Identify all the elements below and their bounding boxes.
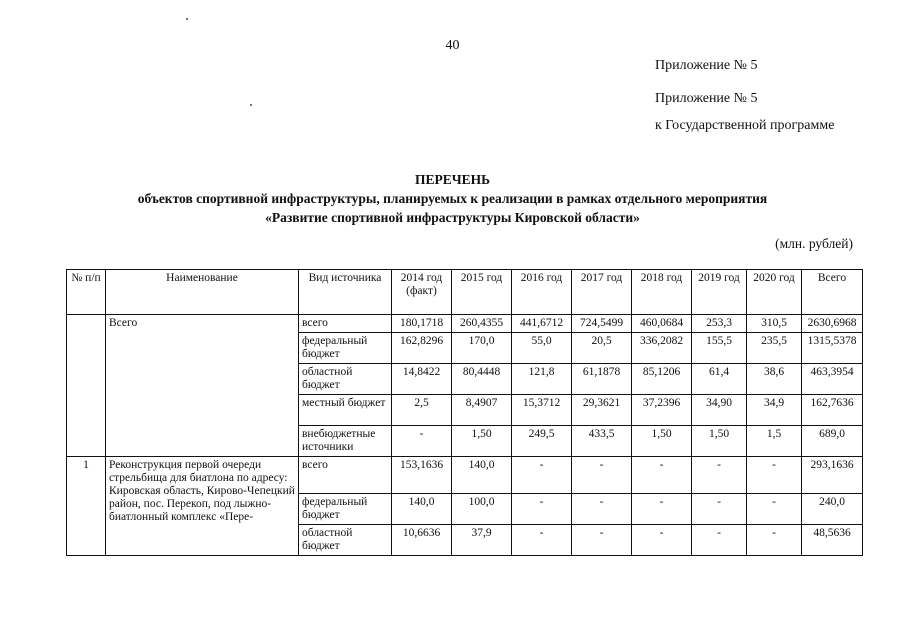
value-cell: - xyxy=(512,494,572,525)
value-cell: 170,0 xyxy=(452,333,512,364)
col-header-name: Наименование xyxy=(106,270,299,315)
value-cell: 8,4907 xyxy=(452,395,512,426)
value-cell: 433,5 xyxy=(572,426,632,457)
value-cell: 724,5499 xyxy=(572,315,632,333)
col-header-2019: 2019 год xyxy=(692,270,747,315)
value-cell: 249,5 xyxy=(512,426,572,457)
total-cell: 1315,5378 xyxy=(802,333,863,364)
value-cell: 61,1878 xyxy=(572,364,632,395)
value-cell: - xyxy=(572,494,632,525)
source-cell: внебюджетные источники xyxy=(299,426,392,457)
value-cell: 180,1718 xyxy=(392,315,452,333)
value-cell: - xyxy=(747,525,802,556)
value-cell: 37,9 xyxy=(452,525,512,556)
value-cell: 140,0 xyxy=(392,494,452,525)
value-cell: 441,6712 xyxy=(512,315,572,333)
col-header-2018: 2018 год xyxy=(632,270,692,315)
units-label: (млн. рублей) xyxy=(775,236,853,251)
value-cell: 34,9 xyxy=(747,395,802,426)
source-cell: всего xyxy=(299,457,392,494)
col-header-source: Вид источника xyxy=(299,270,392,315)
col-header-2016: 2016 год xyxy=(512,270,572,315)
col-header-2017: 2017 год xyxy=(572,270,632,315)
value-cell: - xyxy=(692,494,747,525)
value-cell: 100,0 xyxy=(452,494,512,525)
value-cell: 1,50 xyxy=(692,426,747,457)
value-cell: 1,50 xyxy=(632,426,692,457)
value-cell: 153,1636 xyxy=(392,457,452,494)
value-cell: 460,0684 xyxy=(632,315,692,333)
value-cell: - xyxy=(512,457,572,494)
total-cell: 162,7636 xyxy=(802,395,863,426)
value-cell: - xyxy=(747,457,802,494)
title-line-1: ПЕРЕЧЕНЬ xyxy=(414,172,491,187)
total-cell: 293,1636 xyxy=(802,457,863,494)
value-cell: 235,5 xyxy=(747,333,802,364)
value-cell: - xyxy=(632,457,692,494)
value-cell: 10,6636 xyxy=(392,525,452,556)
value-cell: 253,3 xyxy=(692,315,747,333)
infrastructure-table xyxy=(66,269,863,556)
source-cell: федеральный бюджет xyxy=(299,333,392,364)
table-row xyxy=(67,315,863,333)
value-cell: 29,3621 xyxy=(572,395,632,426)
row-number: 1 xyxy=(67,457,106,556)
scan-speck xyxy=(250,104,252,106)
col-header-total: Всего xyxy=(802,270,863,315)
value-cell: 20,5 xyxy=(572,333,632,364)
total-cell: 463,3954 xyxy=(802,364,863,395)
value-cell: 37,2396 xyxy=(632,395,692,426)
document-title xyxy=(0,170,905,227)
value-cell: 14,8422 xyxy=(392,364,452,395)
value-cell: 38,6 xyxy=(747,364,802,395)
value-cell: 1,50 xyxy=(452,426,512,457)
value-cell: 1,5 xyxy=(747,426,802,457)
value-cell: - xyxy=(572,525,632,556)
source-cell: областной бюджет xyxy=(299,525,392,556)
value-cell: - xyxy=(392,426,452,457)
value-cell: - xyxy=(512,525,572,556)
value-cell: 55,0 xyxy=(512,333,572,364)
col-header-2014: 2014 год (факт) xyxy=(392,270,452,315)
table-header-row xyxy=(67,270,863,315)
value-cell: 336,2082 xyxy=(632,333,692,364)
annex-label: Приложение № 5 xyxy=(655,58,758,73)
total-cell: 48,5636 xyxy=(802,525,863,556)
col-header-num: № п/п xyxy=(67,270,106,315)
source-cell: местный бюджет xyxy=(299,395,392,426)
source-cell: всего xyxy=(299,315,392,333)
value-cell: - xyxy=(632,494,692,525)
col-header-2015: 2015 год xyxy=(452,270,512,315)
title-line-3: «Развитие спортивной инфраструктуры Кировской области» xyxy=(265,210,640,225)
col-header-2020: 2020 год xyxy=(747,270,802,315)
page-number: 40 xyxy=(445,38,460,53)
value-cell: - xyxy=(692,525,747,556)
value-cell: - xyxy=(692,457,747,494)
value-cell: - xyxy=(747,494,802,525)
object-name: Всего xyxy=(106,315,299,457)
value-cell: 2,5 xyxy=(392,395,452,426)
value-cell: 34,90 xyxy=(692,395,747,426)
source-cell: областной бюджет xyxy=(299,364,392,395)
value-cell: 85,1206 xyxy=(632,364,692,395)
annex-program-label: к Государственной программе xyxy=(655,118,835,133)
value-cell: 15,3712 xyxy=(512,395,572,426)
value-cell: 140,0 xyxy=(452,457,512,494)
annex-label-repeat: Приложение № 5 xyxy=(655,91,758,106)
value-cell: - xyxy=(632,525,692,556)
source-cell: федеральный бюджет xyxy=(299,494,392,525)
total-cell: 689,0 xyxy=(802,426,863,457)
value-cell: 61,4 xyxy=(692,364,747,395)
value-cell: - xyxy=(572,457,632,494)
title-line-2: объектов спортивной инфраструктуры, планируемых к реализации в рамках отдельного мероприятия xyxy=(137,191,768,206)
value-cell: 80,4448 xyxy=(452,364,512,395)
object-name: Реконструкция первой очереди стрельбища для биатлона по адресу: Кировская область, Кирово-Чепецкий район, пос. Перекоп, под лыжно-биатлонный комплекс «Пере- xyxy=(106,457,299,556)
table-row xyxy=(67,457,863,494)
total-cell: 2630,6968 xyxy=(802,315,863,333)
value-cell: 155,5 xyxy=(692,333,747,364)
value-cell: 260,4355 xyxy=(452,315,512,333)
value-cell: 310,5 xyxy=(747,315,802,333)
total-cell: 240,0 xyxy=(802,494,863,525)
row-number xyxy=(67,315,106,457)
scan-speck xyxy=(186,18,188,20)
value-cell: 162,8296 xyxy=(392,333,452,364)
value-cell: 121,8 xyxy=(512,364,572,395)
